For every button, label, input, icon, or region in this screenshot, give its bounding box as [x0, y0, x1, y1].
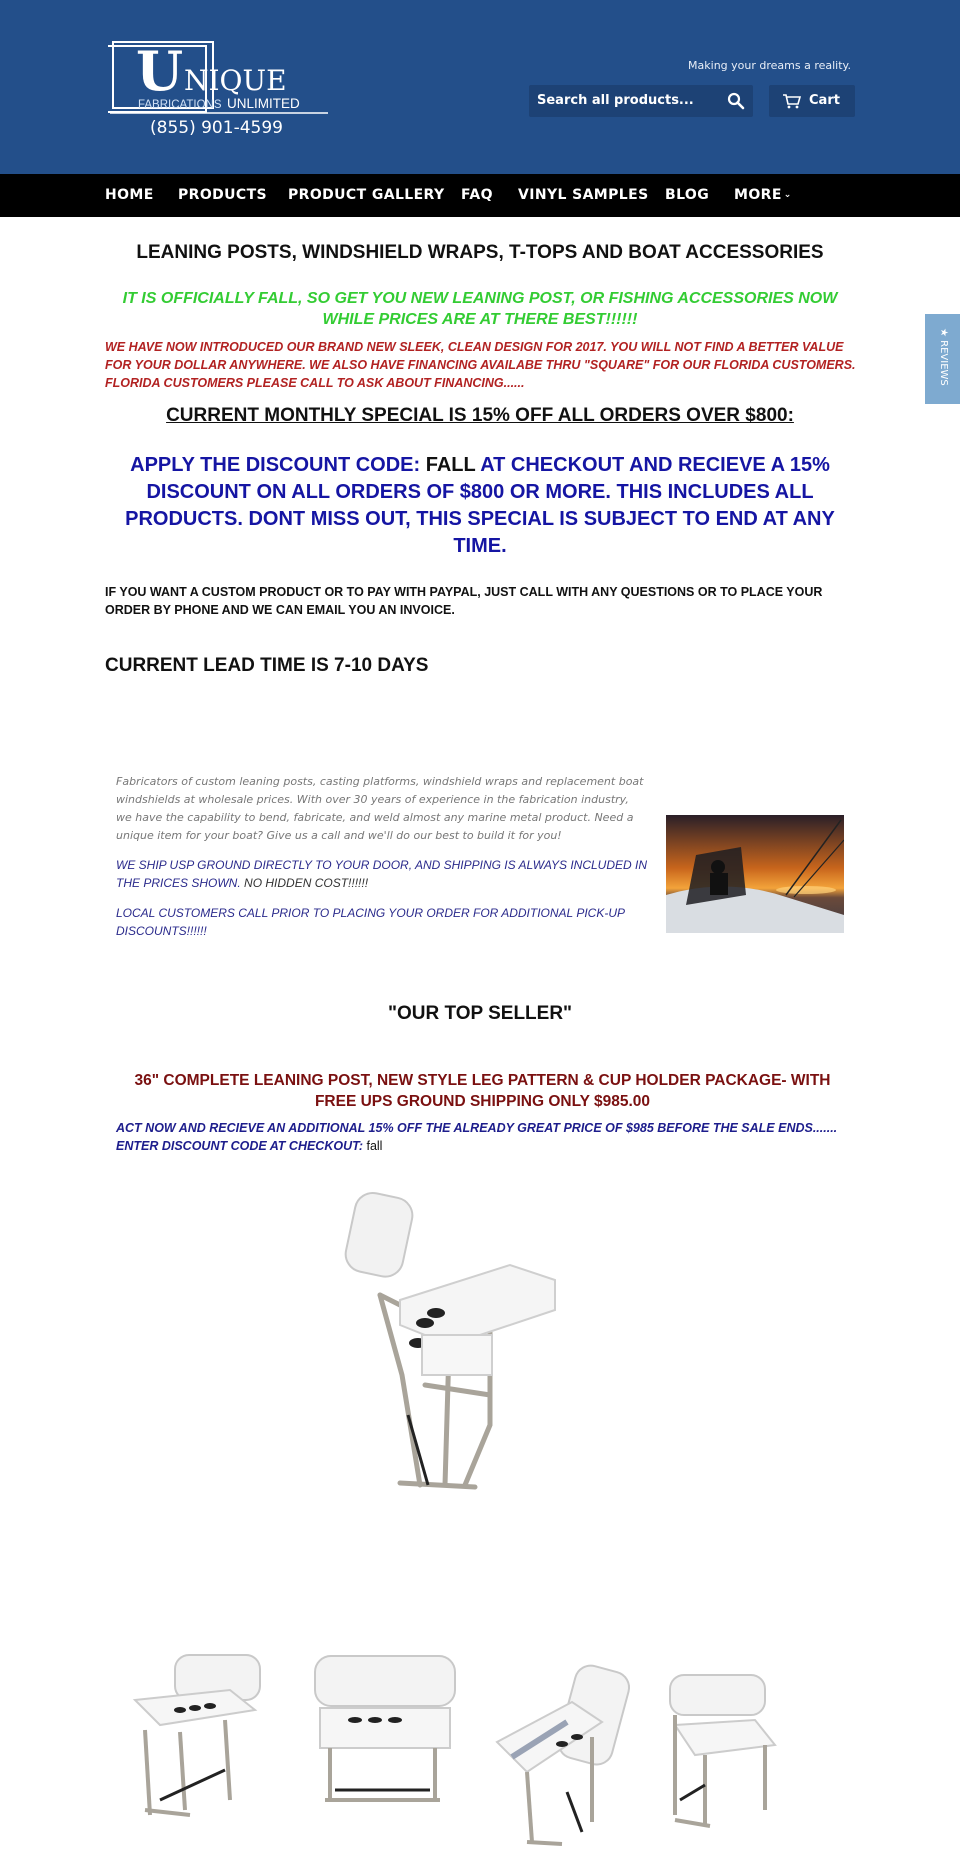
shipping-notice: [116, 856, 656, 892]
nav-item-more-label: MORE: [734, 187, 782, 203]
product-thumbnail-4[interactable]: [660, 1670, 780, 1830]
act-now-text: ACT NOW AND RECIEVE AN ADDITIONAL 15% OFF THE ALREADY GREAT PRICE OF $985 BEFORE THE SALE ENDS....... ENTER DISCOUNT CODE AT CHECKOUT:: [116, 1121, 838, 1153]
cart-button[interactable]: [769, 85, 855, 117]
site-header: [0, 0, 960, 174]
shipping-text: WE SHIP USP GROUND DIRECTLY TO YOUR DOOR, AND SHIPPING IS ALWAYS INCLUDED IN THE PRICES SHOWN.: [116, 858, 647, 890]
tagline: Making your dreams a reality.: [688, 59, 851, 72]
discount-code: FALL: [425, 454, 476, 476]
custom-order-notice: IF YOU WANT A CUSTOM PRODUCT OR TO PAY WITH PAYPAL, JUST CALL WITH ANY QUESTIONS OR TO PLACE YOUR ORDER BY PHONE AND WE CAN EMAIL YOU AN INVOICE.: [105, 585, 823, 617]
top-seller-heading: "OUR TOP SELLER": [387, 1003, 573, 1024]
chevron-down-icon: ⌄: [783, 190, 792, 200]
nav-item-faq[interactable]: FAQ: [461, 187, 493, 203]
about-text: Fabricators of custom leaning posts, casting platforms, windshield wraps and replacement boat windshields at wholesale prices. With over 30 years of experience in the fabrication industry, we have the capability to bend, fabricate, and weld almost any marine metal product. Need a unique item for your boat? Give us a call and we'll do our best to build it for you!: [116, 775, 644, 842]
main-product-image[interactable]: [340, 1185, 570, 1495]
reviews-tab[interactable]: [925, 314, 960, 404]
search-placeholder: Search all products...: [537, 93, 694, 108]
act-now-code: fall: [366, 1139, 383, 1153]
boat-sunset-photo: [666, 815, 844, 933]
product-thumbnail-2[interactable]: [305, 1650, 460, 1810]
main-nav: [0, 174, 960, 217]
pickup-notice: LOCAL CUSTOMERS CALL PRIOR TO PLACING YOUR ORDER FOR ADDITIONAL PICK-UP DISCOUNTS!!!!!!: [116, 906, 625, 938]
logo-sub-left: FABRICATIONS: [138, 99, 222, 111]
nav-item-home[interactable]: HOME: [105, 187, 154, 203]
monthly-special-heading: CURRENT MONTHLY SPECIAL IS 15% OFF ALL ORDERS OVER $800:: [166, 405, 794, 426]
product-thumbnail-1[interactable]: [130, 1650, 265, 1818]
discount-notice: [115, 452, 845, 560]
act-now-notice: [116, 1119, 856, 1155]
no-hidden-cost: NO HIDDEN COST!!!!!!: [240, 876, 369, 890]
nav-item-blog[interactable]: BLOG: [665, 187, 710, 203]
intro-notice: WE HAVE NOW INTRODUCED OUR BRAND NEW SLEEK, CLEAN DESIGN FOR 2017. YOU WILL NOT FIND A BETTER VALUE FOR YOUR DOLLAR ANYWHERE. WE ALSO HAVE FINANCING AVAILABE THRU "SQUARE" FOR OUR FLORIDA CUSTOMERS. FLORIDA CUSTOMERS PLEASE CALL TO ASK ABOUT FINANCING......: [105, 340, 856, 390]
logo-graphic: [108, 38, 338, 138]
site-logo[interactable]: [108, 38, 338, 138]
search-input[interactable]: [529, 85, 753, 117]
product-thumbnail-3[interactable]: [492, 1662, 632, 1847]
logo-sub-right: UNLIMITED: [227, 96, 300, 111]
discount-suffix: AT CHECKOUT AND RECIEVE A 15% DISCOUNT ON ALL ORDERS OF $800 OR MORE. THIS INCLUDES ALL PRODUCTS. DONT MISS OUT, THIS SPECIAL IS SUBJECT TO END AT ANY TIME.: [125, 454, 835, 557]
logo-phone: (855) 901-4599: [150, 118, 283, 138]
discount-prefix: APPLY THE DISCOUNT CODE:: [130, 454, 426, 476]
nav-item-products[interactable]: PRODUCTS: [178, 187, 268, 203]
fall-notice: IT IS OFFICIALLY FALL, SO GET YOU NEW LEANING POST, OR FISHING ACCESSORIES NOW WHILE PRICES ARE AT THERE BEST!!!!!!: [122, 290, 838, 328]
nav-item-vinyl-samples[interactable]: VINYL SAMPLES: [518, 187, 649, 203]
search-icon[interactable]: [727, 92, 745, 110]
cart-label: Cart: [809, 93, 840, 108]
logo-u: U: [136, 39, 184, 103]
lead-time-heading: CURRENT LEAD TIME IS 7-10 DAYS: [105, 655, 429, 676]
cart-icon: [783, 94, 801, 109]
nav-item-product-gallery[interactable]: PRODUCT GALLERY: [288, 187, 445, 203]
reviews-tab-label: ★ REVIEWS: [938, 328, 949, 386]
page-title: LEANING POSTS, WINDSHIELD WRAPS, T-TOPS AND BOAT ACCESSORIES: [136, 242, 824, 263]
logo-nique: NIQUE: [184, 64, 287, 97]
product-title[interactable]: 36" COMPLETE LEANING POST, NEW STYLE LEG PATTERN & CUP HOLDER PACKAGE- WITH FREE UPS GROUND SHIPPING ONLY $985.00: [134, 1072, 831, 1110]
nav-item-more[interactable]: [734, 187, 792, 203]
